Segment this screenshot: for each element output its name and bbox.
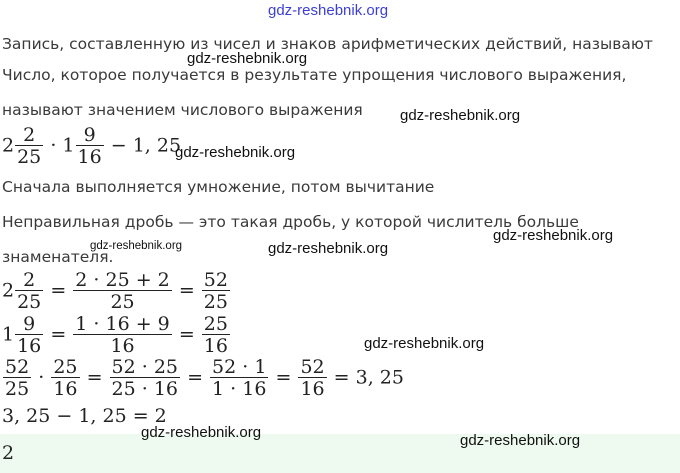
watermark-top: gdz-reshebnik.org: [268, 2, 389, 19]
order-of-operations-note: Сначала выполняется умножение, потом вычитание: [2, 178, 435, 196]
watermark: gdz-reshebnik.org: [364, 335, 485, 352]
definition-line-2: Число, которое получается в результате упрощения числового выражения,: [2, 66, 627, 84]
improper-fraction-definition: Неправильная дробь — это такая дробь, у которой числитель больше: [2, 213, 579, 231]
watermark: gdz-reshebnik.org: [90, 240, 183, 252]
definition-line-1: Запись, составленную из чисел и знаков арифметических действий, называют: [2, 35, 653, 53]
improper-fraction-definition-end: знаменателя.: [2, 248, 114, 266]
conversion-second-fraction: 1 $\frac{9}{16}$ = $\frac{1 \cdot 16 + 9}{16}$ = $\frac{25}{16}$: [2, 313, 228, 357]
conversion-first-fraction: 2 $\frac{2}{25}$ = $\frac{2 \cdot 25 + 2}{25}$ = $\frac{52}{25}$: [2, 269, 228, 313]
answer-value: 2: [2, 442, 15, 464]
multiplication-step: $\frac{52}{25}$ · $\frac{25}{16}$ = $\frac{52 \cdot 25}{25 \cdot 16}$ = $\frac{52 \cdot 1}{1 \cdot 16}$ = $\frac{52}{16}$ = 3, 25: [5, 356, 404, 400]
watermark: gdz-reshebnik.org: [268, 240, 389, 257]
subtraction-step: 3, 25 − 1, 25 = 2: [2, 405, 167, 427]
definition-line-3: называют значением числового выражения: [2, 101, 363, 119]
watermark: gdz-reshebnik.org: [493, 227, 614, 244]
watermark: gdz-reshebnik.org: [460, 432, 581, 449]
original-expression: 2 $\frac{2}{25}$ · 1 $\frac{9}{16}$ − 1, 25: [2, 124, 182, 168]
watermark: gdz-reshebnik.org: [400, 107, 521, 124]
watermark: gdz-reshebnik.org: [187, 50, 308, 67]
watermark: gdz-reshebnik.org: [141, 424, 262, 441]
watermark: gdz-reshebnik.org: [175, 144, 296, 161]
